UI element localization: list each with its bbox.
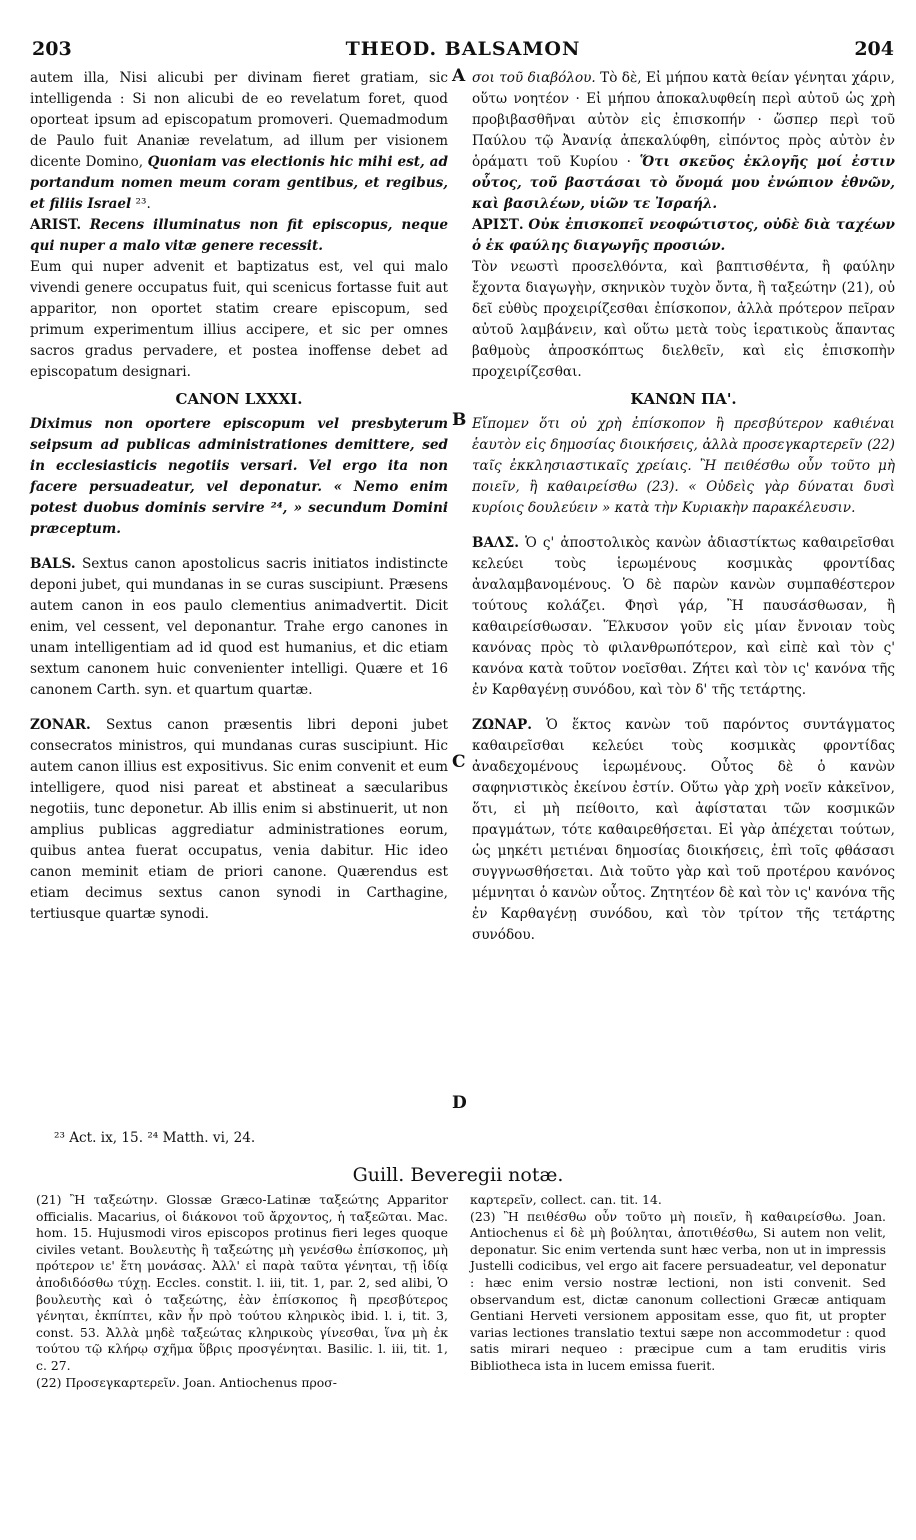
page-number-left: 203 xyxy=(32,38,72,60)
notes-left-column xyxy=(36,1192,448,1391)
notes-right-column xyxy=(470,1192,886,1375)
latin-balsamon: BALS. Sextus canon apostolicus sacris initiatos indistincte deponi jubet, qui mundanas in se curas suscipiunt. Præsens autem canon in eos paulo clementius animadvertit. Dicit enim, vel cessent, vel deponantur. Trahe ergo canones in unam intelligentiam ad id quod est humanius, et dic etiam sextum canonem huic convenienter intelligi. Quære et 16 canonem Carth. syn. et quartum quartæ. xyxy=(30,556,448,698)
canon-heading-greek: ΚΑΝΩΝ ΠΑ'. xyxy=(630,390,737,408)
greek-paragraph: Τὸν νεωστὶ προσελθόντα, καὶ βαπτισθέντα, ἢ φαύλην ἔχοντα διαγωγὴν, σκηνικὸν τυχὸν ὄντα, ἢ ταξεώτην (21), οὐ δεῖ εὐθὺς προχειρίζεσθαι ἐπίσκοπον, ἀλλὰ πρότερον πεῖραν αὐτοῦ λαμβάνειν, καὶ οὕτω μετὰ τοὺς ἱερατικοὺς ἅπαντας βαθμοὺς ἀπροσκόπτως διελθεῖν, καὶ εἰς ἐπισκοπὴν προχειρίζεσθαι. xyxy=(472,259,895,380)
greek-aristenus: ΑΡΙΣΤ. Οὐκ ἐπισκοπεῖ νεοφώτιστος, οὐδὲ διὰ ταχέων ὁ ἐκ φαύλης διαγωγῆς προσιών. xyxy=(472,217,895,254)
latin-column xyxy=(30,68,448,925)
greek-column xyxy=(472,68,895,946)
greek-paragraph: σοι τοῦ διαβόλου. Τὸ δὲ, Εἰ μήπου κατὰ θείαν γένηται χάριν, οὕτω νοητέον · Εἰ μήπου ἀποκαλυφθείη περὶ αὐτοῦ ὡς χρὴ προβιβασθῆναι αὐτὸν εἰς ἐπισκοπήν · ὥσπερ περὶ τοῦ Παύλου τῷ Ἀνανίᾳ ἀπεκαλύφθη, εἰπόντος πρὸς αὐτὸν ἐν ὁράματι τοῦ Κυρίου · Ὅτι σκεῦος ἐκλογῆς μοί ἐστιν οὗτος, τοῦ βαστάσαι τὸ ὄνομά μου ἐνώπιον ἐθνῶν, καὶ βασιλέων, υἱῶν τε Ἰσραήλ. xyxy=(472,70,896,212)
margin-letter-b: B xyxy=(452,410,467,430)
canon-text-latin: Diximus non oportere episcopum vel presbyterum seipsum ad publicas administrationes demittere, sed in ecclesiasticis negotiis versari. Vel ergo ita non facere persuadeatur, vel deponatur. « Nemo enim potest duobus dominis servire ²⁴, » secundum Domini præceptum. xyxy=(30,416,448,537)
running-title: THEOD. BALSAMON xyxy=(345,38,581,60)
greek-balsamon: ΒΑΛΣ. Ὁ ς' ἀποστολικὸς κανὼν ἀδιαστίκτως καθαιρεῖσθαι κελεύει τοὺς ἱερωμένους κοσμικὰς φροντίδας ἀναλαμβανομένους. Ὁ δὲ παρὼν κανὼν συμπαθέστερον τούτους κολάζει. Φησὶ γάρ, Ἢ παυσάσθωσαν, ἢ καθαιρείσθωσαν. Ἕλκυσον γοῦν εἰς μίαν ἔννοιαν τοὺς κανόνας πρὸς τὸ φιλανθρωπότερον, καὶ εἰπὲ καὶ τὸν ς' κανόνα κατὰ τοῦτον νοεῖσθαι. Ζήτει καὶ τὸν ις' κανόνα τῆς ἐν Καρθαγένῃ συνόδου, καὶ τὸν δ' τῆς τετάρτης. xyxy=(472,535,895,698)
note-22: (22) Προσεγκαρτερεῖν. Joan. Antiochenus προσ- xyxy=(36,1374,337,1390)
latin-zonaras: ZONAR. Sextus canon præsentis libri deponi jubet consecratos ministros, qui mundanas curas suscipiunt. Hic autem canon illius est expositivus. Sic enim convenit et eum intelligere, quod nisi pareat et abstineat a sæcularibus negotiis, tunc deponetur. Ab illis enim si abstinuerit, ut non amplius publicas aggrediatur administrationes eorum, quibus antea fuerat occupatus, venia dabitur. Hic ideo canon meminit etiam de priori canone. Quærendus est etiam decimus sextus canon synodi in Carthagine, tertiusque quartæ synodi. xyxy=(30,717,448,922)
latin-paragraph: Eum qui nuper advenit et baptizatus est, vel qui malo vivendi genere occupatus fuit, qui scenicus fortasse fuit aut apparitor, non oportet statim creare episcopum, sed primum experimentum illius accipere, et sic per omnes sacros gradus pervadere, et postea inoffense debet ad episcopatum designari. xyxy=(30,259,448,380)
footnotes: ²³ Act. ix, 15. ²⁴ Matth. vi, 24. xyxy=(54,1130,256,1146)
note-21: (21) Ἢ ταξεώτην. Glossæ Græco-Latinæ ταξεώτης Apparitor officialis. Macarius, οἱ διάκονοι τοῦ ἄρχοντος, ἡ ταξεῶται. Mac. hom. 15. Hujusmodi viros episcopos protinus fieri leges quoque civiles vetant. Βουλευτὴς ἢ ταξεώτης μὴ γενέσθω ἐπίσκοπος, μὴ πρότερον ιε' ἔτη μονάσας. Ἀλλ' εἰ παρὰ ταῦτα γένηται, τῇ ἰδίᾳ ἀποδιδόσθω τύχῃ. Eccles. constit. l. iii, tit. 1, par. 2, sed alibi, Ὁ βουλευτὴς καὶ ὁ ταξεώτης, ἐὰν ἐπίσκοπος ἢ πρεσβύτερος γένηται, ἐκπίπτει, κἂν ἦν πρὸ τούτου κληρικὸς ibid. l. i, tit. 3, const. 53. Ἀλλὰ μηδὲ ταξεώτας κληρικοὺς γίνεσθαι, ἵνα μὴ ἐκ τούτου τῷ κλήρῳ σχῆμα ὕβρις προσγένηται. Basilic. l. iii, tit. 1, c. 27. xyxy=(36,1192,448,1373)
greek-zonaras: ΖΩΝΑΡ. Ὁ ἕκτος κανὼν τοῦ παρόντος συντάγματος καθαιρεῖσθαι κελεύει τοὺς κοσμικὰς φροντίδας ἀναδεχομένους ἱερωμένους. Οὗτος δὲ ὁ κανὼν σαφηνιστικὸς ἐκείνου ἐστίν. Οὕτω γὰρ χρὴ νοεῖν κἀκεῖνον, ὅτι, εἰ μὴ πείθοιτο, καὶ ἀφίσταται τῶν κοσμικῶν πραγμάτων, τότε καθαιρεθήσεται. Εἰ γὰρ ἀπέχεται τούτων, ὡς μηκέτι μετιέναι δημοσίας διοικήσεις, ἐπὶ τοῖς φθάσασι συγγνωσθήσεται. Διὰ τοῦτο γὰρ καὶ τοῦ προτέρου κανόνος μέμνηται ὁ κανὼν οὗτος. Ζητητέον δὲ καὶ τὸν ις' κανόνα τῆς ἐν Καρθαγένῃ συνόδου, καὶ τὸν τρίτον τῆς τετάρτης συνόδου. xyxy=(472,717,895,943)
margin-letter-c: C xyxy=(452,752,466,772)
latin-aristenus: ARIST. Recens illuminatus non fit episcopus, neque qui nuper a malo vitæ genere recessit. xyxy=(30,217,449,254)
canon-heading-latin: CANON LXXXI. xyxy=(175,390,303,408)
running-header xyxy=(32,38,894,64)
notes-title: Guill. Beveregii notæ. xyxy=(352,1164,564,1186)
margin-letter-a: A xyxy=(452,66,466,86)
page-number-right: 204 xyxy=(854,38,894,60)
margin-letter-d: D xyxy=(452,1093,467,1113)
latin-paragraph: autem illa, Nisi alicubi per divinam fieret gratiam, sic intelligenda : Si non alicubi de eo revelatum foret, quod oporteat ipsum ad episcopatum promoveri. Quemadmodum de Paulo fuit Ananiæ revelatum, ad illum per visionem dicente Domino, Quoniam vas electionis hic mihi est, ad portandum nomen meum coram gentibus, et regibus, et filiis Israel ²³. xyxy=(30,70,448,212)
note-22-continued: καρτερεῖν, collect. can. tit. 14. xyxy=(470,1192,662,1207)
canon-text-greek: Εἴπομεν ὅτι οὐ χρὴ ἐπίσκοπον ἢ πρεσβύτερον καθιέναι ἑαυτὸν εἰς δημοσίας διοικήσεις, ἀλλὰ προσεγκαρτερεῖν (22) ταῖς ἐκκλησιαστικαῖς χρείαις. Ἢ πειθέσθω οὖν τοῦτο μὴ ποιεῖν, ἢ καθαιρείσθω (23). « Οὐδεὶς γὰρ δύναται δυσὶ κυρίοις δουλεύειν » κατὰ τὴν Κυριακὴν παρακέλευσιν. xyxy=(472,416,895,516)
note-23: (23) Ἢ πειθέσθω οὖν τοῦτο μὴ ποιεῖν, ἢ καθαιρείσθω. Joan. Antiochenus εἰ δὲ μὴ βούληται, ἀποτιθέσθω, Si autem non velit, deponatur. Sic enim vertenda sunt hæc verba, non ut in impressis Justelli codicibus, vel ergo ait facere persuadeatur, vel deponatur : hæc enim versio nostræ lectioni, non isti convenit. Sed observandum est, dictæ canonum collectioni Græcæ antiquam Gentiani Herveti versionem appositam esse, quo fit, ut propter varias lectiones translatio textui sæpe non accommodetur : quod satis mirari nequeo : præcipue cum a tam eruditis viris Bibliotheca ista in lucem emissa fuerit. xyxy=(470,1208,886,1373)
